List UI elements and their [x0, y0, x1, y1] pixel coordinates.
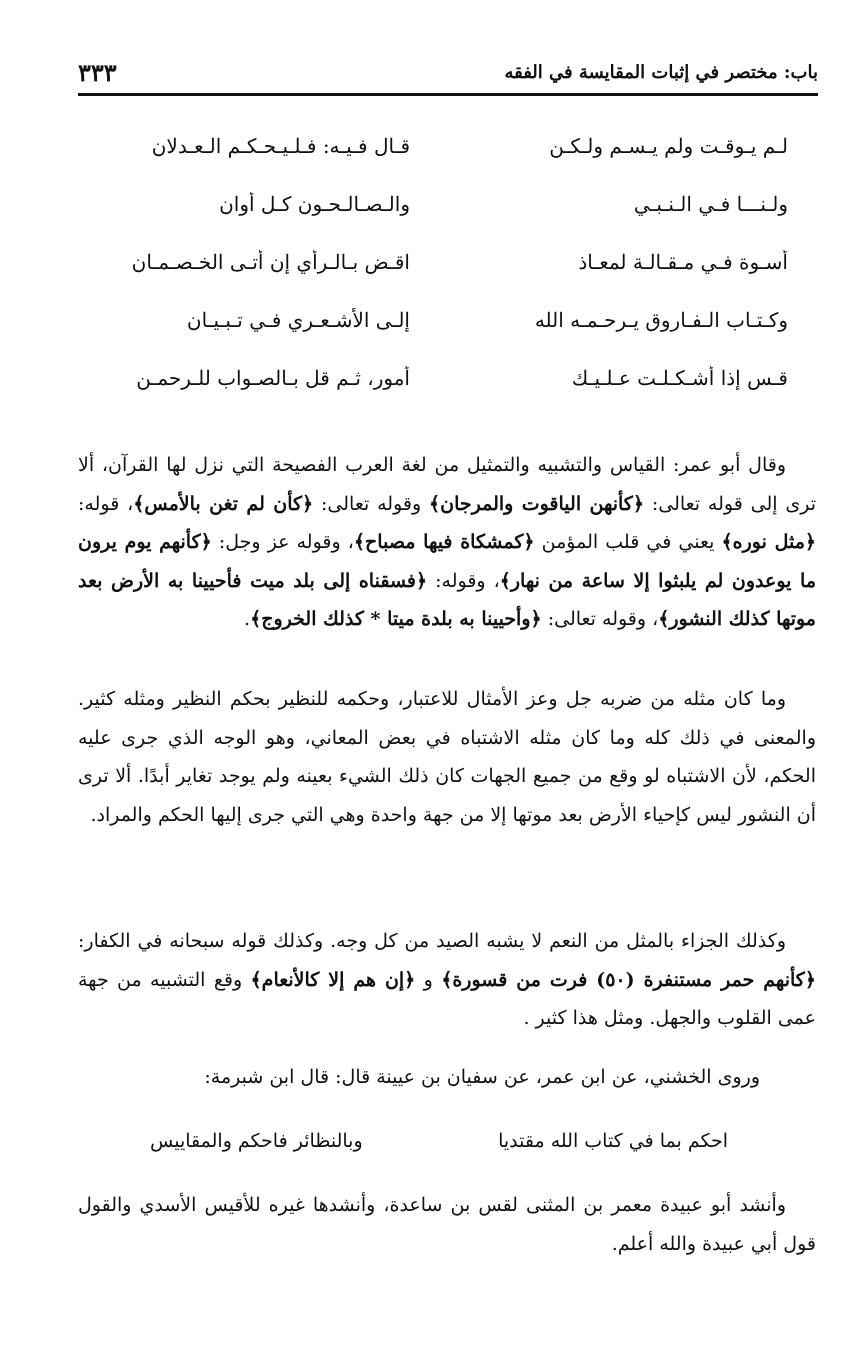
narration-line: وروى الخشني، عن ابن عمر، عن سفيان بن عيينة قال: قال ابن شبرمة:: [204, 1066, 760, 1088]
quran-quote: ﴿كأنهن الياقوت والمرجان﴾: [429, 492, 644, 515]
poem-second-hemistich: وبالنظائر فاحكم والمقاييس: [150, 1130, 363, 1152]
quran-quote: ﴿كأنهم حمر مستنفرة (٥٠) فرت من قسورة﴾: [441, 968, 816, 991]
quran-quote: ﴿إن هم إلا كالأنعام﴾: [250, 968, 416, 991]
quran-quote: ﴿كأن لم تغن بالأمس﴾: [133, 492, 314, 515]
verse-line: [60, 366, 788, 410]
quran-quote: ﴿كأنهم يوم يرون ما يوعدون لم يلبثوا إلا ساعة من نهار﴾: [78, 531, 816, 592]
verse-line: [60, 192, 788, 236]
verse-second-hemistich: والـصـالـحـون كـل أوان: [219, 192, 410, 216]
verse-first-hemistich: ولـنـــا فـي الـنـبـي: [633, 192, 788, 216]
quran-quote: ﴿كمشكاة فيها مصباح﴾: [353, 531, 535, 553]
verse-second-hemistich: اقـض بـالـرأي إن أتـى الخـصـمـان: [131, 250, 410, 274]
page-number: ٣٣٣: [78, 58, 117, 87]
text: وكذلك الجزاء بالمثل من النعم لا يشبه الصيد من كل وجه. وكذلك قوله سبحانه في الكفار:: [78, 930, 786, 952]
verse-line: [60, 250, 788, 294]
verse-first-hemistich: قـس إذا أشـكـلـت عـلـيـك: [571, 366, 788, 390]
quran-quote: ﴿فسقناه إلى بلد ميت فأحيينا به الأرض بعد موتها كذلك النشور﴾: [78, 569, 816, 630]
text: وقوله تعالى:: [321, 492, 422, 515]
verse-first-hemistich: لـم يـوقـت ولم يـسـم ولـكـن: [549, 134, 788, 158]
paragraph-attribution: [78, 1186, 816, 1263]
verse-second-hemistich: أمور، ثـم قل بـالصـواب للـرحمـن: [136, 366, 410, 390]
paragraph-recompense: [78, 922, 816, 1038]
text: ، وقوله عز وجل:: [218, 531, 354, 553]
text: وقع التشبيه من جهة عمى القلوب والجهل. ومثل هذا كثير .: [78, 968, 816, 1029]
chapter-title: باب: مختصر في إثبات المقايسة في الفقه: [504, 62, 818, 83]
verse-line: [60, 308, 788, 352]
quran-quote: ﴿وأحيينا به بلدة ميتا * كذلك الخروج﴾: [250, 608, 542, 630]
paragraph-similarity: [78, 680, 816, 834]
text: ، قوله:: [78, 492, 134, 515]
verse-line: [60, 134, 788, 178]
poem-line: [150, 1130, 728, 1170]
paragraph-analogy-examples: [78, 446, 816, 639]
text: وما كان مثله من ضربه جل وعز الأمثال للاعتبار، وحكمه للنظير بحكم النظير ومثله كثير. والمعنى في ذلك كله وما كان مثله الاشتباه في بعض المعاني، وهو الوجه الذي جرى عليه الحكم، لأن الاشتباه لو وقع من جميع الجهات كان ذلك الشيء بعينه ولم يوجد تغاير أبدًا. ألا ترى أن النشور ليس كإحياء الأرض بعد موتها إلا من جهة واحدة وهي التي جرى إليها الحكم والمراد.: [78, 688, 816, 826]
text: وقال أبو عمر: القياس والتشبيه والتمثيل من لغة العرب الفصيحة التي نزل لها القرآن، ألا ترى إلى قوله تعالى:: [78, 454, 817, 515]
poem-first-hemistich: احكم بما في كتاب الله مقتديا: [498, 1130, 728, 1152]
verse-second-hemistich: إلـى الأشـعـري فـي تـبـيـان: [186, 308, 410, 332]
text: يعني في قلب المؤمن: [541, 531, 715, 553]
verse-first-hemistich: وكـتـاب الـفـاروق يـرحـمـه الله: [534, 308, 788, 332]
verse-first-hemistich: أسـوة فـي مـقـالـة لمعـاذ: [578, 250, 788, 274]
text: ، وقوله تعالى:: [547, 608, 659, 630]
text: ، وقوله:: [435, 569, 500, 592]
page-header: [78, 58, 818, 92]
text: .: [244, 608, 251, 630]
header-rule: [78, 93, 818, 96]
text: وأنشد أبو عبيدة معمر بن المثنى لقس بن ساعدة، وأنشدها غيره للأقيس الأسدي والقول قول أبي عبيدة والله أعلم.: [78, 1194, 816, 1255]
text: و: [423, 968, 433, 991]
quran-quote: ﴿مثل نوره﴾: [721, 531, 817, 553]
verse-second-hemistich: قـال فـيـه: فـلـيـحـكـم الـعـدلان: [151, 134, 410, 158]
